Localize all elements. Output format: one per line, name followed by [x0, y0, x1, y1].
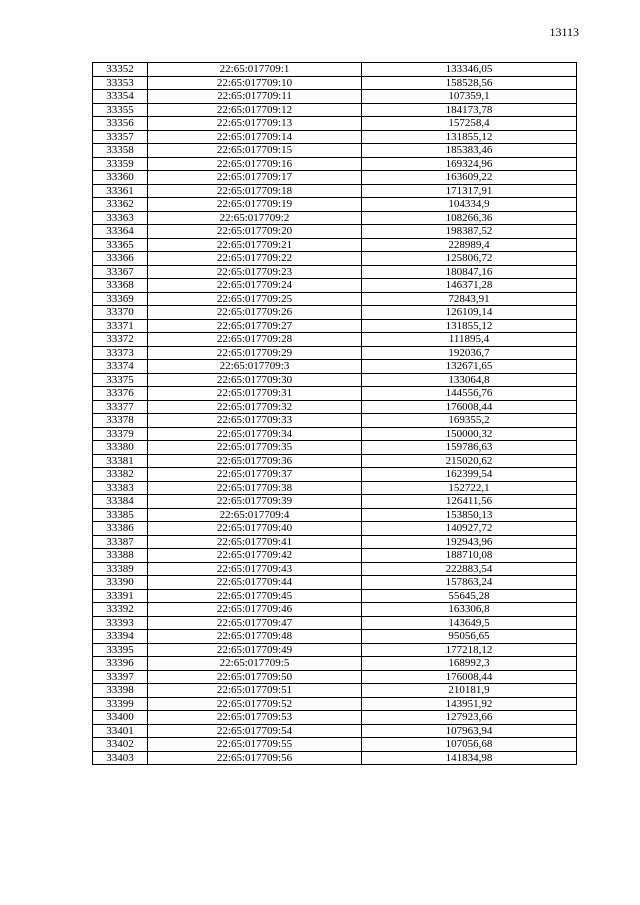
row-index-cell: 33359 — [93, 157, 148, 171]
table-row — [93, 211, 577, 225]
row-index-cell: 33399 — [93, 697, 148, 711]
row-index-cell: 33398 — [93, 684, 148, 698]
cadastral-number-cell: 22:65:017709:26 — [148, 306, 362, 320]
table-row — [93, 400, 577, 414]
row-index-cell: 33386 — [93, 522, 148, 536]
cadastral-number-cell: 22:65:017709:53 — [148, 711, 362, 725]
row-index-cell: 33374 — [93, 360, 148, 374]
cadastral-number-cell: 22:65:017709:47 — [148, 616, 362, 630]
cadastral-number-cell: 22:65:017709:44 — [148, 576, 362, 590]
cadastral-number-cell: 22:65:017709:5 — [148, 657, 362, 671]
cadastral-number-cell: 22:65:017709:32 — [148, 400, 362, 414]
row-index-cell: 33360 — [93, 171, 148, 185]
row-index-cell: 33390 — [93, 576, 148, 590]
cadastral-number-cell: 22:65:017709:10 — [148, 76, 362, 90]
table-row — [93, 319, 577, 333]
row-index-cell: 33353 — [93, 76, 148, 90]
table-row — [93, 279, 577, 293]
cadastral-number-cell: 22:65:017709:46 — [148, 603, 362, 617]
value-cell: 157863,24 — [362, 576, 577, 590]
value-cell: 104334,9 — [362, 198, 577, 212]
table-row — [93, 117, 577, 131]
value-cell: 176008,44 — [362, 400, 577, 414]
value-cell: 169355,2 — [362, 414, 577, 428]
value-cell: 131855,12 — [362, 130, 577, 144]
table-row — [93, 144, 577, 158]
table-row — [93, 508, 577, 522]
cadastral-number-cell: 22:65:017709:30 — [148, 373, 362, 387]
row-index-cell: 33402 — [93, 738, 148, 752]
cadastral-number-cell: 22:65:017709:1 — [148, 63, 362, 77]
table-row — [93, 603, 577, 617]
value-cell: 150000,32 — [362, 427, 577, 441]
table-row — [93, 306, 577, 320]
cadastral-number-cell: 22:65:017709:12 — [148, 103, 362, 117]
page-number: 13113 — [549, 25, 579, 39]
value-cell: 144556,76 — [362, 387, 577, 401]
row-index-cell: 33388 — [93, 549, 148, 563]
row-index-cell: 33396 — [93, 657, 148, 671]
row-index-cell: 33354 — [93, 90, 148, 104]
table-row — [93, 373, 577, 387]
value-cell: 108266,36 — [362, 211, 577, 225]
cadastral-number-cell: 22:65:017709:24 — [148, 279, 362, 293]
row-index-cell: 33358 — [93, 144, 148, 158]
cadastral-number-cell: 22:65:017709:37 — [148, 468, 362, 482]
table-row — [93, 184, 577, 198]
value-cell: 185383,46 — [362, 144, 577, 158]
row-index-cell: 33391 — [93, 589, 148, 603]
table-row — [93, 751, 577, 765]
table-row — [93, 225, 577, 239]
cadastral-number-cell: 22:65:017709:22 — [148, 252, 362, 266]
cadastral-number-cell: 22:65:017709:48 — [148, 630, 362, 644]
table-row — [93, 711, 577, 725]
value-cell: 158528,56 — [362, 76, 577, 90]
row-index-cell: 33395 — [93, 643, 148, 657]
cadastral-number-cell: 22:65:017709:41 — [148, 535, 362, 549]
table-row — [93, 481, 577, 495]
cadastral-number-cell: 22:65:017709:23 — [148, 265, 362, 279]
cadastral-number-cell: 22:65:017709:14 — [148, 130, 362, 144]
table-row — [93, 427, 577, 441]
value-cell: 125806,72 — [362, 252, 577, 266]
value-cell: 163609,22 — [362, 171, 577, 185]
table-row — [93, 562, 577, 576]
cadastral-number-cell: 22:65:017709:2 — [148, 211, 362, 225]
cadastral-number-cell: 22:65:017709:55 — [148, 738, 362, 752]
table-row — [93, 292, 577, 306]
cadastral-number-cell: 22:65:017709:45 — [148, 589, 362, 603]
value-cell: 146371,28 — [362, 279, 577, 293]
table-row — [93, 589, 577, 603]
table-row — [93, 171, 577, 185]
cadastral-number-cell: 22:65:017709:13 — [148, 117, 362, 131]
table-row — [93, 333, 577, 347]
cadastral-number-cell: 22:65:017709:36 — [148, 454, 362, 468]
cadastral-number-cell: 22:65:017709:56 — [148, 751, 362, 765]
table-row — [93, 252, 577, 266]
row-index-cell: 33389 — [93, 562, 148, 576]
table-row — [93, 549, 577, 563]
cadastral-number-cell: 22:65:017709:25 — [148, 292, 362, 306]
value-cell: 159786,63 — [362, 441, 577, 455]
row-index-cell: 33365 — [93, 238, 148, 252]
row-index-cell: 33361 — [93, 184, 148, 198]
cadastral-number-cell: 22:65:017709:34 — [148, 427, 362, 441]
value-cell: 192943,96 — [362, 535, 577, 549]
value-cell: 132671,65 — [362, 360, 577, 374]
row-index-cell: 33383 — [93, 481, 148, 495]
table-row — [93, 522, 577, 536]
value-cell: 126411,56 — [362, 495, 577, 509]
value-cell: 131855,12 — [362, 319, 577, 333]
row-index-cell: 33392 — [93, 603, 148, 617]
row-index-cell: 33364 — [93, 225, 148, 239]
value-cell: 72843,91 — [362, 292, 577, 306]
table-row — [93, 670, 577, 684]
table-row — [93, 643, 577, 657]
value-cell: 126109,14 — [362, 306, 577, 320]
row-index-cell: 33375 — [93, 373, 148, 387]
row-index-cell: 33357 — [93, 130, 148, 144]
row-index-cell: 33378 — [93, 414, 148, 428]
table-row — [93, 238, 577, 252]
cadastral-number-cell: 22:65:017709:16 — [148, 157, 362, 171]
cadastral-number-cell: 22:65:017709:43 — [148, 562, 362, 576]
cadastral-number-cell: 22:65:017709:29 — [148, 346, 362, 360]
table-row — [93, 360, 577, 374]
row-index-cell: 33362 — [93, 198, 148, 212]
cadastral-number-cell: 22:65:017709:50 — [148, 670, 362, 684]
row-index-cell: 33401 — [93, 724, 148, 738]
cadastral-number-cell: 22:65:017709:15 — [148, 144, 362, 158]
value-cell: 95056,65 — [362, 630, 577, 644]
row-index-cell: 33387 — [93, 535, 148, 549]
row-index-cell: 33363 — [93, 211, 148, 225]
row-index-cell: 33352 — [93, 63, 148, 77]
value-cell: 143649,5 — [362, 616, 577, 630]
cadastral-number-cell: 22:65:017709:19 — [148, 198, 362, 212]
row-index-cell: 33379 — [93, 427, 148, 441]
value-cell: 157258,4 — [362, 117, 577, 131]
cadastral-number-cell: 22:65:017709:49 — [148, 643, 362, 657]
table-row — [93, 103, 577, 117]
row-index-cell: 33372 — [93, 333, 148, 347]
value-cell: 171317,91 — [362, 184, 577, 198]
cadastral-number-cell: 22:65:017709:21 — [148, 238, 362, 252]
value-cell: 111895,4 — [362, 333, 577, 347]
table-row — [93, 441, 577, 455]
cadastral-number-cell: 22:65:017709:52 — [148, 697, 362, 711]
table-row — [93, 198, 577, 212]
table-row — [93, 468, 577, 482]
row-index-cell: 33355 — [93, 103, 148, 117]
cadastral-number-cell: 22:65:017709:33 — [148, 414, 362, 428]
cadastral-number-cell: 22:65:017709:51 — [148, 684, 362, 698]
cadastral-number-cell: 22:65:017709:40 — [148, 522, 362, 536]
row-index-cell: 33403 — [93, 751, 148, 765]
table-row — [93, 657, 577, 671]
value-cell: 222883,54 — [362, 562, 577, 576]
value-cell: 215020,62 — [362, 454, 577, 468]
table-row — [93, 90, 577, 104]
table-row — [93, 346, 577, 360]
cadastral-number-cell: 22:65:017709:39 — [148, 495, 362, 509]
value-cell: 177218,12 — [362, 643, 577, 657]
table-row — [93, 265, 577, 279]
value-cell: 228989,4 — [362, 238, 577, 252]
value-cell: 140927,72 — [362, 522, 577, 536]
cadastral-number-cell: 22:65:017709:54 — [148, 724, 362, 738]
row-index-cell: 33376 — [93, 387, 148, 401]
row-index-cell: 33367 — [93, 265, 148, 279]
table-row — [93, 414, 577, 428]
table-row — [93, 684, 577, 698]
value-cell: 127923,66 — [362, 711, 577, 725]
row-index-cell: 33382 — [93, 468, 148, 482]
cadastral-number-cell: 22:65:017709:20 — [148, 225, 362, 239]
value-cell: 169324,96 — [362, 157, 577, 171]
table-row — [93, 76, 577, 90]
value-cell: 143951,92 — [362, 697, 577, 711]
table-row — [93, 63, 577, 77]
cadastral-number-cell: 22:65:017709:4 — [148, 508, 362, 522]
table-row — [93, 630, 577, 644]
table-row — [93, 535, 577, 549]
cadastral-number-cell: 22:65:017709:3 — [148, 360, 362, 374]
row-index-cell: 33400 — [93, 711, 148, 725]
row-index-cell: 33397 — [93, 670, 148, 684]
table-row — [93, 738, 577, 752]
value-cell: 153850,13 — [362, 508, 577, 522]
row-index-cell: 33380 — [93, 441, 148, 455]
cadastral-number-cell: 22:65:017709:42 — [148, 549, 362, 563]
table-row — [93, 576, 577, 590]
value-cell: 198387,52 — [362, 225, 577, 239]
value-cell: 184173,78 — [362, 103, 577, 117]
cadastral-number-cell: 22:65:017709:31 — [148, 387, 362, 401]
table-row — [93, 130, 577, 144]
row-index-cell: 33370 — [93, 306, 148, 320]
value-cell: 55645,28 — [362, 589, 577, 603]
row-index-cell: 33371 — [93, 319, 148, 333]
value-cell: 107056,68 — [362, 738, 577, 752]
table-row — [93, 454, 577, 468]
cadastral-number-cell: 22:65:017709:28 — [148, 333, 362, 347]
value-cell: 162399,54 — [362, 468, 577, 482]
row-index-cell: 33373 — [93, 346, 148, 360]
cadastral-number-cell: 22:65:017709:18 — [148, 184, 362, 198]
value-cell: 188710,08 — [362, 549, 577, 563]
cadastral-number-cell: 22:65:017709:27 — [148, 319, 362, 333]
table-row — [93, 157, 577, 171]
row-index-cell: 33368 — [93, 279, 148, 293]
table-row — [93, 697, 577, 711]
value-cell: 133346,05 — [362, 63, 577, 77]
row-index-cell: 33381 — [93, 454, 148, 468]
table-body — [93, 63, 577, 765]
row-index-cell: 33385 — [93, 508, 148, 522]
value-cell: 107359,1 — [362, 90, 577, 104]
parcel-table — [92, 62, 577, 765]
value-cell: 163306,8 — [362, 603, 577, 617]
value-cell: 176008,44 — [362, 670, 577, 684]
table-row — [93, 495, 577, 509]
row-index-cell: 33384 — [93, 495, 148, 509]
value-cell: 180847,16 — [362, 265, 577, 279]
row-index-cell: 33366 — [93, 252, 148, 266]
table-row — [93, 616, 577, 630]
row-index-cell: 33369 — [93, 292, 148, 306]
value-cell: 107963,94 — [362, 724, 577, 738]
cadastral-number-cell: 22:65:017709:11 — [148, 90, 362, 104]
cadastral-number-cell: 22:65:017709:38 — [148, 481, 362, 495]
value-cell: 133064,8 — [362, 373, 577, 387]
row-index-cell: 33393 — [93, 616, 148, 630]
value-cell: 192036,7 — [362, 346, 577, 360]
row-index-cell: 33377 — [93, 400, 148, 414]
row-index-cell: 33356 — [93, 117, 148, 131]
row-index-cell: 33394 — [93, 630, 148, 644]
value-cell: 152722,1 — [362, 481, 577, 495]
value-cell: 210181,9 — [362, 684, 577, 698]
cadastral-number-cell: 22:65:017709:35 — [148, 441, 362, 455]
table-row — [93, 724, 577, 738]
value-cell: 168992,3 — [362, 657, 577, 671]
value-cell: 141834,98 — [362, 751, 577, 765]
cadastral-number-cell: 22:65:017709:17 — [148, 171, 362, 185]
table-row — [93, 387, 577, 401]
